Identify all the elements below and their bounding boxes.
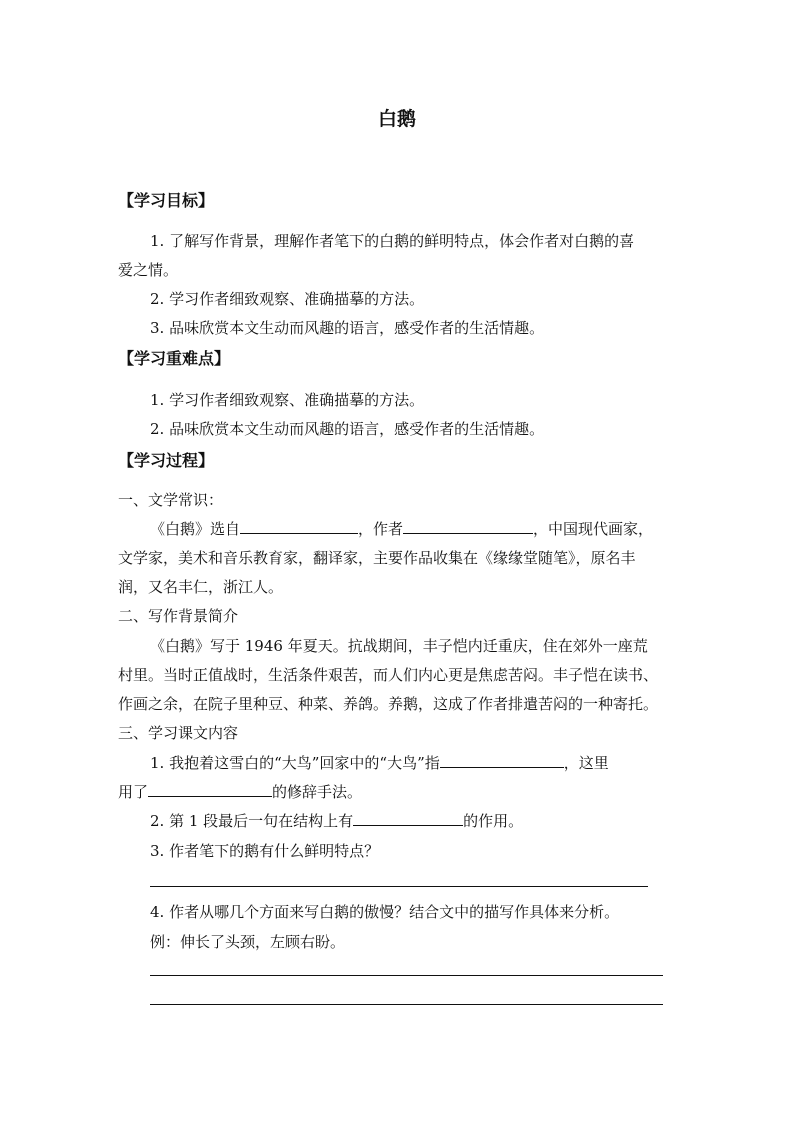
- section-1-line-3: 润，又名丰仁，浙江人。: [118, 578, 284, 596]
- section-3-title: 三、学习课文内容: [118, 724, 239, 742]
- section-2-title: 二、写作背景简介: [118, 607, 239, 625]
- answer-blank-rhetoric[interactable]: [148, 782, 272, 797]
- question-1-line-2: [118, 782, 362, 802]
- question-2-text-b: 的作用。: [463, 812, 524, 830]
- question-1-text-d: 的修辞手法。: [272, 783, 363, 801]
- question-3: 3. 作者笔下的鹅有什么鲜明特点？: [150, 842, 380, 860]
- key-point-2: 2. 品味欣赏本文生动而风趣的语言，感受作者的生活情趣。: [150, 420, 545, 438]
- section-1-line-1: [150, 519, 653, 539]
- question-1-text-a: 1. 我抱着这雪白的“大鸟”回家中的“大鸟”指: [150, 754, 440, 772]
- key-points-heading: 【学习重难点】: [118, 349, 231, 368]
- objectives-heading: 【学习目标】: [118, 191, 215, 210]
- section-1-text-b: ，作者: [358, 520, 404, 538]
- answer-line-q4-2[interactable]: [150, 1004, 663, 1005]
- section-2-line-2: 村里。当时正值战时，生活条件艰苦，而人们内心更是焦虑苦闷。丰子恺在读书、: [118, 666, 659, 684]
- objective-2: 2. 学习作者细致观察、准确描摹的方法。: [150, 290, 425, 308]
- section-1-title: 一、文学常识：: [118, 491, 224, 509]
- question-4-example: 例：伸长了头颈，左顾右盼。: [150, 933, 346, 951]
- page-title: 白鹅: [377, 108, 416, 130]
- answer-line-q3[interactable]: [150, 886, 648, 887]
- section-1-text-c: ，中国现代画家，: [533, 520, 654, 538]
- process-heading: 【学习过程】: [118, 451, 215, 470]
- question-2-text-a: 2. 第 1 段最后一句在结构上有: [150, 812, 354, 830]
- objective-3: 3. 品味欣赏本文生动而风趣的语言，感受作者的生活情趣。: [150, 319, 545, 337]
- answer-blank-author[interactable]: [403, 519, 533, 534]
- section-1-line-2: 文学家，美术和音乐教育家，翻译家，主要作品收集在《缘缘堂随笔》，原名丰: [118, 549, 636, 567]
- answer-blank-structure[interactable]: [353, 811, 463, 826]
- key-point-1: 1. 学习作者细致观察、准确描摹的方法。: [150, 391, 425, 409]
- section-2-line-3: 作画之余，在院子里种豆、种菜、养鸽。养鹅，这成了作者排遣苦闷的一种寄托。: [118, 695, 659, 713]
- question-2: [150, 811, 523, 831]
- section-2-line-1: 《白鹅》写于 1946 年夏天。抗战期间，丰子恺内迁重庆，住在郊外一座荒: [150, 637, 648, 655]
- question-1-line-1: [150, 753, 609, 773]
- answer-line-q4-1[interactable]: [150, 975, 663, 976]
- question-4: 4. 作者从哪几个方面来写白鹅的傲慢？结合文中的描写作具体来分析。: [150, 903, 620, 921]
- answer-blank-big-bird[interactable]: [440, 753, 564, 768]
- question-1-text-b: ，这里: [563, 754, 609, 772]
- objective-1-line-2: 爱之情。: [118, 261, 179, 279]
- objective-1-line-1: 1. 了解写作背景，理解作者笔下的白鹅的鲜明特点，体会作者对白鹅的喜: [150, 232, 635, 250]
- section-1-text-a: 《白鹅》选自: [150, 520, 241, 538]
- answer-blank-source[interactable]: [240, 519, 358, 534]
- question-1-text-c: 用了: [118, 783, 149, 801]
